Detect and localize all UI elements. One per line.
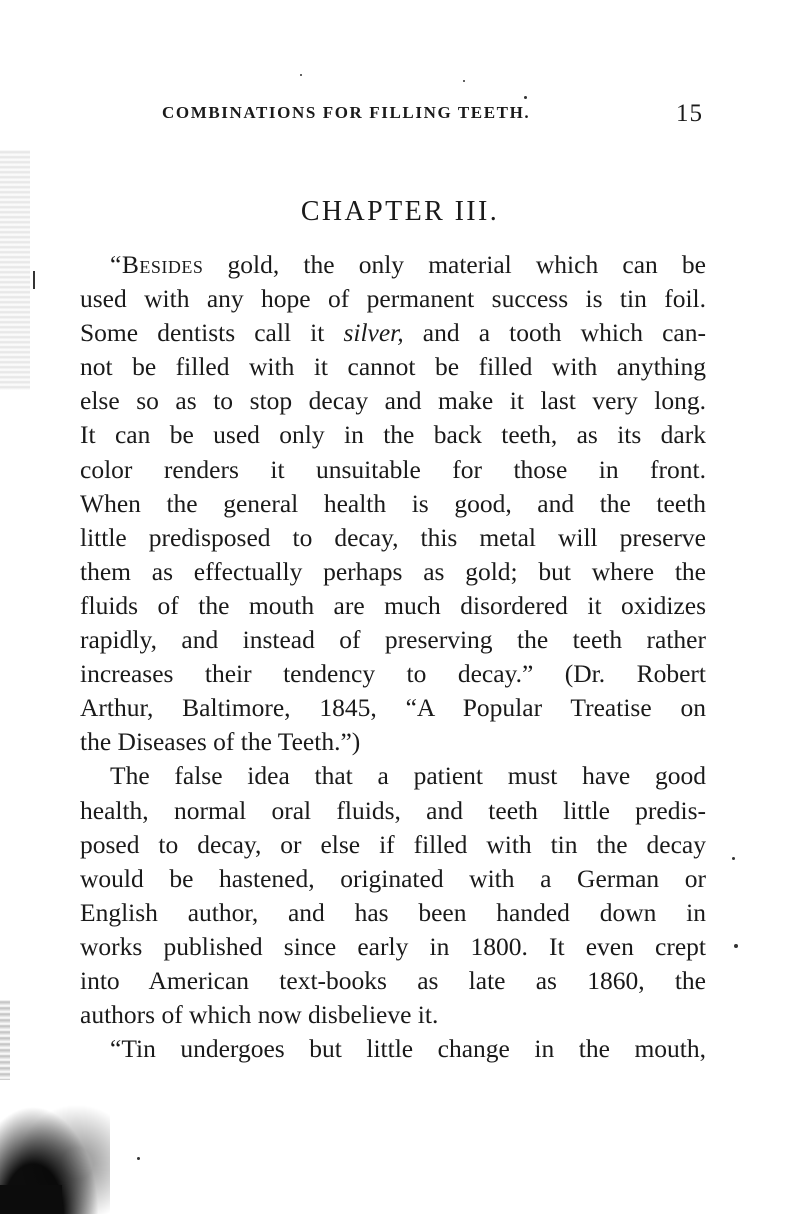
scan-speck — [524, 96, 527, 99]
text-line: would be hastened, originated with a German or — [80, 863, 706, 893]
text-line: color renders it unsuitable for those in front. — [80, 454, 706, 484]
text-line: The false idea that a patient must have good — [110, 761, 706, 791]
text-line: “Besides gold, the only material which can be — [110, 250, 706, 279]
text-line: posed to decay, or else if filled with tin the decay — [80, 829, 706, 859]
running-head: COMBINATIONS FOR FILLING TEETH. — [162, 103, 531, 122]
scan-corner-smudge — [0, 1185, 62, 1214]
text-line: works published since early in 1800. It even crept — [80, 931, 706, 961]
text-line: Some dentists call it silver, and a tooth which can- — [80, 318, 706, 348]
text-line: Arthur, Baltimore, 1845, “A Popular Treatise on — [80, 693, 706, 723]
scan-speck — [300, 74, 302, 76]
text-line: health, normal oral fluids, and teeth little predis- — [80, 795, 706, 825]
text-line: authors of which now disbelieve it. — [80, 1000, 439, 1030]
text-line: English author, and has been handed down in — [80, 897, 706, 927]
text-line: increases their tendency to decay.” (Dr. Robert — [80, 659, 706, 689]
scan-edge-artifact — [0, 1000, 10, 1080]
text-line: When the general health is good, and the teeth — [80, 488, 706, 518]
text-line: the Diseases of the Teeth.”) — [80, 727, 361, 757]
text-line: “Tin undergoes but little change in the mouth, — [110, 1034, 706, 1064]
body-text — [80, 248, 706, 1066]
scan-speck — [463, 80, 465, 82]
page-number: 15 — [676, 100, 703, 127]
scan-edge-artifact — [0, 150, 30, 390]
scan-speck — [734, 944, 738, 948]
text-line: rapidly, and instead of preserving the teeth rather — [80, 625, 706, 655]
text-line: It can be used only in the back teeth, as its dark — [80, 420, 706, 450]
scan-speck — [732, 857, 735, 860]
text-line: into American text-books as late as 1860, the — [80, 965, 706, 995]
text-line: fluids of the mouth are much disordered it oxidizes — [80, 590, 706, 620]
text-line: used with any hope of permanent success is tin foil. — [80, 284, 706, 314]
scan-speck — [33, 271, 35, 289]
text-line: little predisposed to decay, this metal will preserve — [80, 522, 706, 552]
text-line: else so as to stop decay and make it last very long. — [80, 386, 706, 416]
scan-speck — [137, 1157, 140, 1160]
text-line: not be filled with it cannot be filled with anything — [80, 352, 706, 382]
chapter-title: CHAPTER III. — [300, 196, 500, 227]
text-line: them as effectually perhaps as gold; but where the — [80, 556, 706, 586]
